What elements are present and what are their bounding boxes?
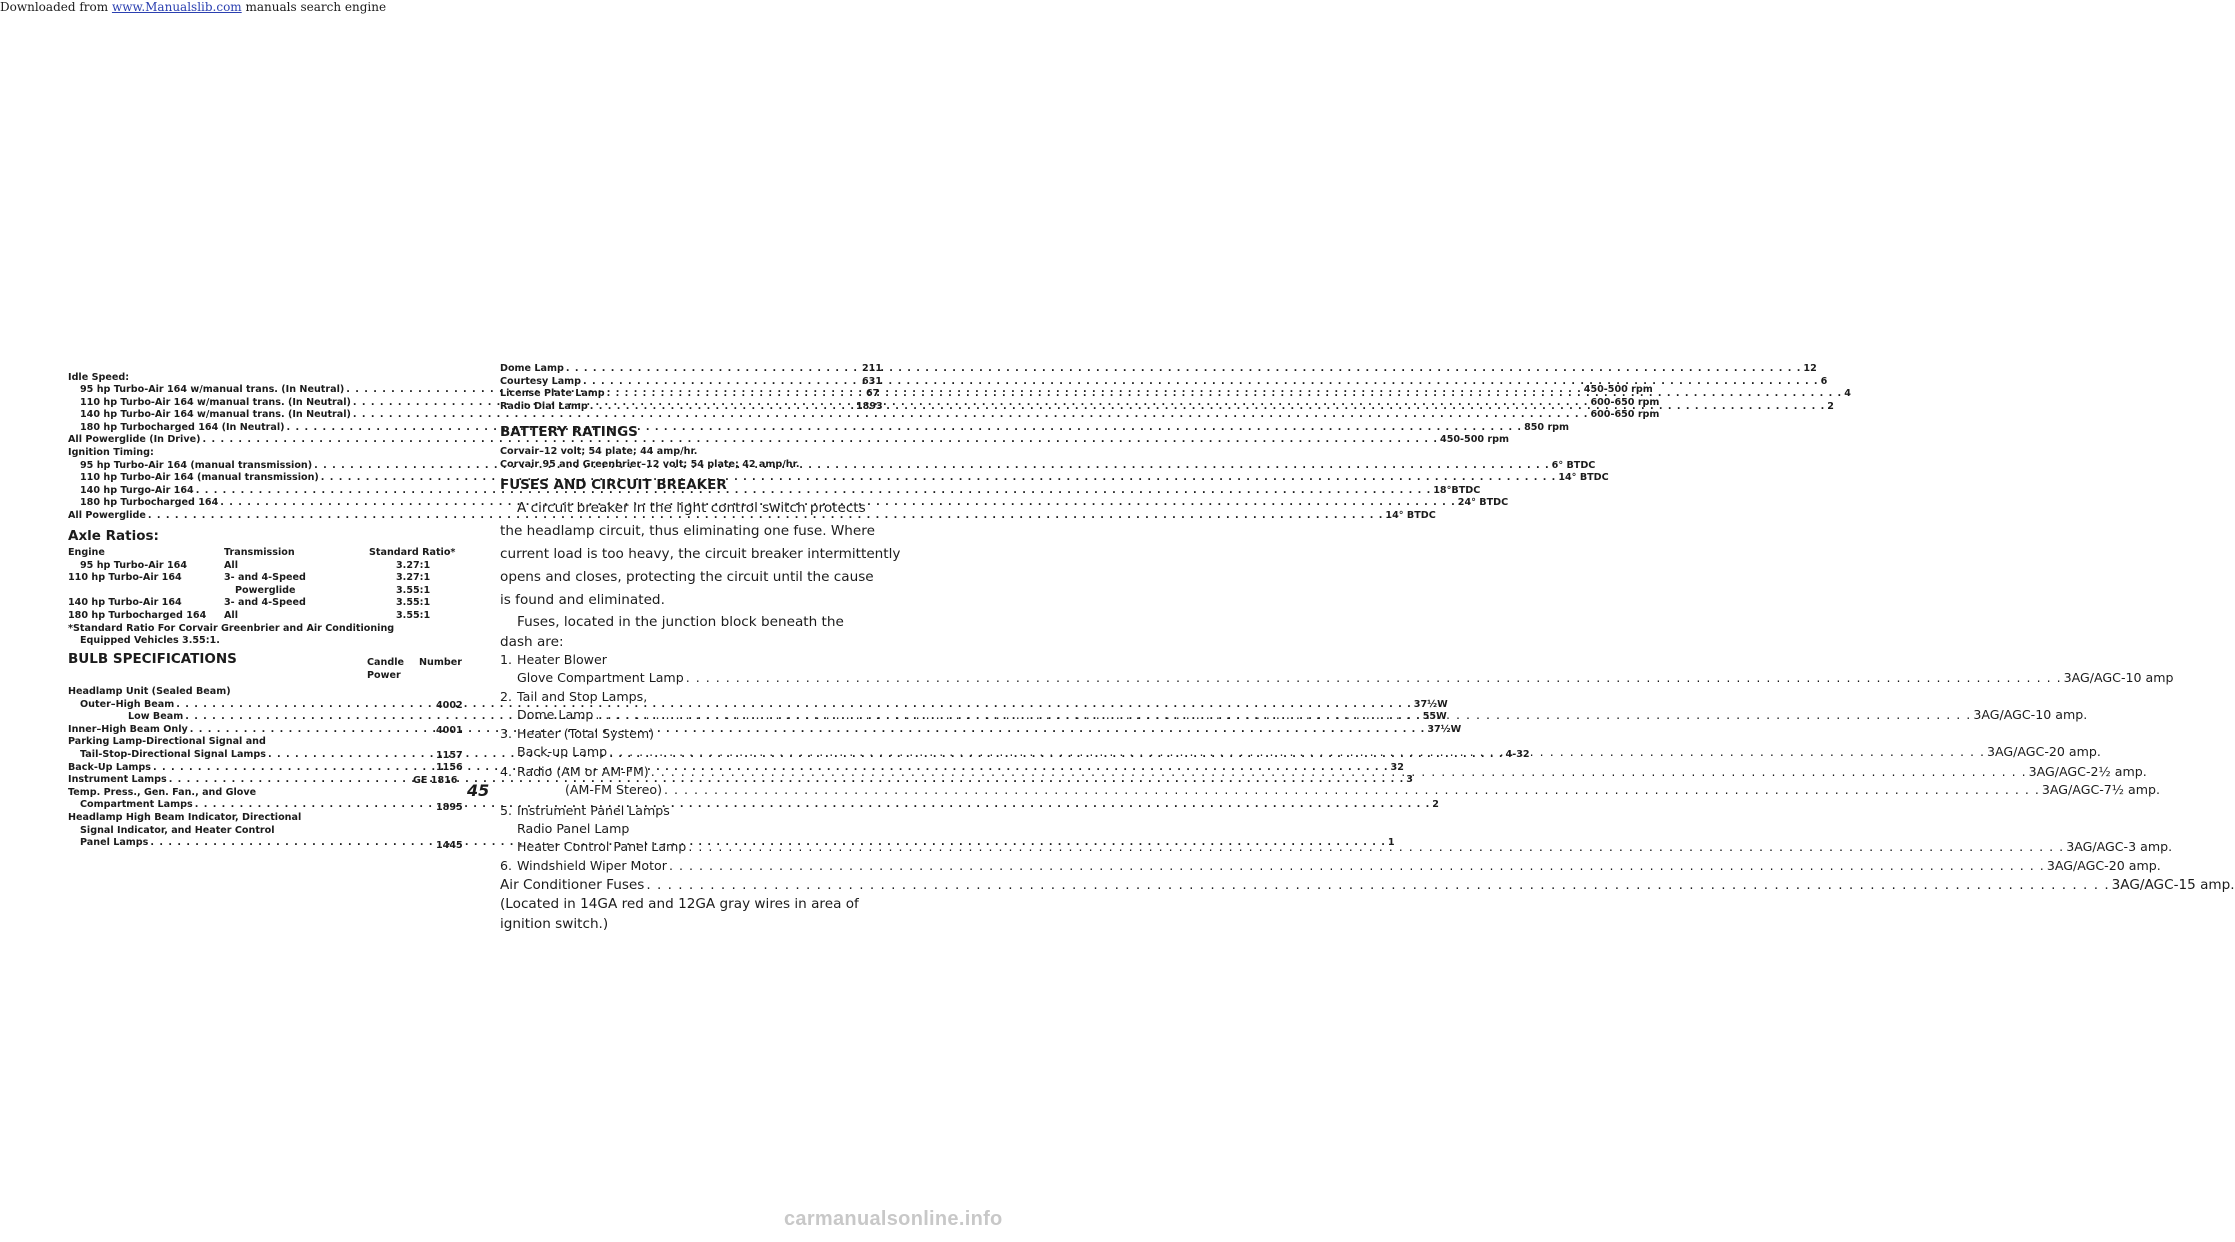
battery-line: Corvair–12 volt; 54 plate; 44 amp/hr.	[500, 446, 698, 457]
lamp-number: 1893	[856, 400, 883, 412]
fuse-item-title: Heater (Total System)	[517, 726, 655, 741]
location-line: (Located in 14GA red and 12GA gray wires in area of	[500, 896, 859, 912]
fuse-item-title: Tail and Stop Lamps,	[517, 689, 648, 704]
axle-header-ratio: Standard Ratio*	[369, 547, 456, 558]
battery-title: BATTERY RATINGS	[500, 424, 638, 440]
bulb-number: 4002	[436, 700, 463, 711]
highbeam-label: Headlamp High Beam Indicator, Directional	[68, 812, 302, 823]
idle-speed-title: Idle Speed:	[68, 372, 130, 383]
bulb-number: GE 1816	[413, 775, 458, 786]
ignition-row: All Powerglide . . . 14° BTDC	[68, 510, 459, 523]
ac-fuse-row: Air Conditioner Fuses . . . 3AG/AGC-15 amp.	[500, 874, 892, 896]
fuse-item-row: Heater Control Panel Lamp . . . 3AG/AGC-3 amp.	[517, 838, 887, 856]
location-line: ignition switch.)	[500, 916, 609, 932]
bulb-row: Instrument Lamps . . . 3	[68, 774, 362, 787]
fuse-item-num: 2.	[500, 689, 513, 704]
header-prefix: Downloaded from	[0, 0, 112, 14]
lamp-number: 631	[862, 375, 883, 387]
axle-ratio: 3.55:1	[396, 597, 431, 609]
watermark: carmanualsonline.info	[784, 1208, 1003, 1230]
para-line: opens and closes, protecting the circuit until the cause	[500, 569, 874, 585]
ignition-row: 110 hp Turbo-Air 164 (manual transmission) . . . 14° BTDC	[80, 472, 459, 485]
para-line: Fuses, located in the junction block beneath the	[517, 614, 844, 630]
bulb-spec-title: BULB SPECIFICATIONS	[68, 651, 237, 667]
fuse-item-row: Dome Lamp . . . 3AG/AGC-10 amp.	[517, 706, 887, 724]
header-suffix: manuals search engine	[241, 0, 387, 14]
axle-note: *Standard Ratio For Corvair Greenbrier and Air Conditioning	[68, 622, 395, 634]
lamp-row: Radio Dial Lamp . . . 2	[500, 401, 780, 414]
battery-line: Corvair 95 and Greenbrier–12 volt; 54 plate; 42 amp/hr.	[500, 459, 800, 470]
axle-ratio: 3.27:1	[396, 572, 431, 584]
axle-trans: Powerglide	[235, 584, 296, 596]
lamp-row: License Plate Lamp . . . 4	[500, 388, 780, 401]
bulb-number: 1157	[436, 750, 463, 761]
lamp-number: 211	[862, 363, 883, 374]
axle-trans: All	[224, 610, 239, 621]
axle-ratio: 3.55:1	[396, 584, 431, 596]
axle-engine: 180 hp Turbocharged 164	[68, 610, 207, 621]
axle-ratio: 3.27:1	[396, 559, 431, 571]
bulb-row: Back-Up Lamps . . . 32	[68, 762, 368, 775]
bulb-row: Inner–High Beam Only . . . 37½W	[68, 724, 376, 737]
fuse-item-row: Back-up Lamp . . . 3AG/AGC-20 amp.	[517, 743, 887, 761]
fuse-item-num: 5.	[500, 803, 513, 818]
manualslib-link[interactable]: www.Manualslib.com	[111, 0, 242, 14]
ignition-row: 95 hp Turbo-Air 164 (manual transmission) . . . 6° BTDC	[80, 460, 459, 473]
para-line: A circuit breaker in the light control switch protects	[517, 500, 866, 516]
bulb-row: Outer–High Beam . . . 37½W	[80, 699, 376, 712]
axle-header-engine: Engine	[68, 547, 105, 558]
idle-row: All Powerglide (In Drive) . . . 450-500 rpm	[68, 434, 460, 447]
fuses-title: FUSES AND CIRCUIT BREAKER	[500, 477, 727, 493]
lamp-number: 67	[866, 388, 880, 400]
axle-ratio: 3.55:1	[396, 610, 431, 621]
axle-engine: 140 hp Turbo-Air 164	[68, 597, 182, 609]
page-number: 45	[467, 781, 490, 800]
highbeam-label: Signal Indicator, and Heater Control	[80, 824, 275, 836]
bulb-number: 1445	[436, 840, 463, 851]
idle-row: 110 hp Turbo-Air 164 w/manual trans. (In Neutral) . . . 600-650 rpm	[80, 397, 460, 410]
fuse-item-row: Glove Compartment Lamp . . . 3AG/AGC-10 amp	[517, 669, 882, 687]
para-line: current load is too heavy, the circuit breaker intermittently	[500, 546, 901, 562]
para-line: the headlamp circuit, thus eliminating one fuse. Where	[500, 523, 875, 539]
idle-row: 95 hp Turbo-Air 164 w/manual trans. (In Neutral) . . . 450-500 rpm	[80, 384, 460, 397]
bulb-row: Compartment Lamps . . . 2	[80, 799, 362, 812]
para-line: dash are:	[500, 634, 564, 650]
axle-trans: 3- and 4-Speed	[224, 572, 306, 584]
fuse-item-row: Radio (AM or AM-FM) . . . 3AG/AGC-2½ amp.	[517, 763, 887, 781]
candle-power-header: Power	[367, 669, 401, 681]
fuse-item-title: Instrument Panel Lamps	[517, 803, 670, 818]
fuse-item-num: 3.	[500, 726, 513, 741]
parking-label: Parking Lamp-Directional Signal and	[68, 736, 266, 748]
lamp-row: Courtesy Lamp . . . 6	[500, 376, 780, 389]
idle-row: 180 hp Turbocharged 164 (In Neutral) . . . 850 rpm	[80, 422, 460, 435]
download-header	[0, 0, 386, 14]
axle-trans: All	[224, 559, 239, 571]
lamp-row: Dome Lamp . . . 12	[500, 363, 792, 376]
fuse-item-title: Heater Blower	[517, 652, 607, 667]
axle-engine: 110 hp Turbo-Air 164	[68, 572, 182, 584]
ignition-row: 140 hp Turgo-Air 164 . . . 18°BTDC	[80, 485, 459, 498]
fuse-item-sub: Radio Panel Lamp	[517, 821, 630, 836]
bulb-number: 4001	[436, 725, 463, 736]
temp-label: Temp. Press., Gen. Fan., and Glove	[68, 786, 257, 798]
axle-note: Equipped Vehicles 3.55:1.	[80, 635, 220, 647]
axle-header-transmission: Transmission	[224, 547, 295, 558]
bulb-number: 1156	[436, 762, 463, 773]
bulb-row: Low Beam . . . 55W	[128, 711, 376, 724]
axle-ratios-title: Axle Ratios:	[68, 528, 159, 544]
bulb-row: Panel Lamps . . . 1	[80, 837, 362, 850]
axle-trans: 3- and 4-Speed	[224, 597, 306, 609]
headlamp-unit: Headlamp Unit (Sealed Beam)	[68, 686, 231, 697]
ignition-row: 180 hp Turbocharged 164 . . . 24° BTDC	[80, 497, 459, 510]
fuse-item-row: (AM-FM Stereo) . . . 3AG/AGC-7½ amp.	[565, 781, 887, 799]
para-line: is found and eliminated.	[500, 592, 665, 608]
number-header: Number	[419, 657, 462, 668]
fuse-item-num: 1.	[500, 652, 513, 667]
bulb-number: 1895	[436, 802, 463, 813]
ignition-timing-title: Ignition Timing:	[68, 447, 154, 458]
bulb-row: Tail-Stop-Directional Signal Lamps . . . 4-32	[80, 749, 382, 762]
candle-power-header: Candle	[367, 657, 405, 668]
fuse-item-num: 4.	[500, 764, 513, 779]
axle-engine: 95 hp Turbo-Air 164	[80, 559, 188, 571]
fuse-item-row: Windshield Wiper Motor . . . 3AG/AGC-20 amp.	[517, 857, 887, 875]
idle-row: 140 hp Turbo-Air 164 w/manual trans. (In Neutral) . . . 600-650 rpm	[80, 409, 460, 422]
fuse-item-num: 6.	[500, 858, 513, 873]
